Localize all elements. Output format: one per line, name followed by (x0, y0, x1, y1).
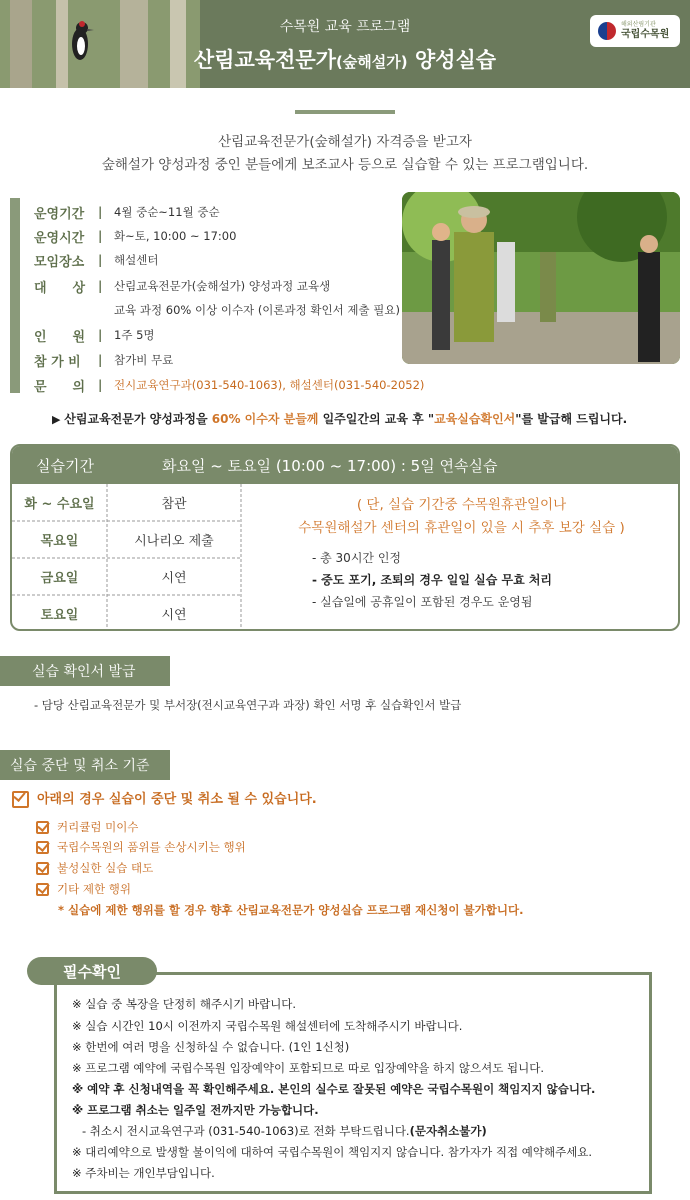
intro-line-2: 숲해설가 양성과정 중인 분들에게 보조교사 등으로 실습할 수 있는 프로그램입니다. (101, 157, 589, 173)
info-row: 참 가 비 | 참가비 무료 (34, 353, 174, 370)
confirm-section-title: 실습 확인서 발급 (0, 656, 170, 686)
intro-line-1: 산림교육전문가(숲해설가) 자격증을 받고자 (218, 134, 472, 150)
required-line: ※ 한번에 여러 명을 신청하실 수 없습니다. (1인 1신청) (72, 1040, 350, 1054)
required-line: ※ 예약 후 신청내역을 꼭 확인해주세요. 본인의 실수로 잘못된 예약은 국립수목원이 책임지지 않습니다. (72, 1082, 596, 1096)
schedule-day: 금요일 (40, 571, 79, 586)
certificate-notice: ▶ 산림교육전문가 양성과정을 60% 이수자 분들께 일주일간의 교육 후 "교육실습확인서"를 발급해 드립니다. (52, 412, 628, 426)
schedule-note: ( 단, 실습 기간중 수목원휴관일이나 수목원해설가 센터의 휴관일이 있을 시 추후 보강 실습 ) (298, 497, 625, 536)
required-line: ※ 실습 시간인 10시 이전까지 국립수목원 해설센터에 도착해주시기 바랍니다. (72, 1019, 463, 1033)
schedule-day: 화 ~ 수요일 (24, 497, 95, 512)
info-row: 모임장소 | 해설센터 (34, 253, 159, 270)
schedule-task: 시연 (161, 571, 187, 586)
required-line: ※ 실습 중 복장을 단정히 해주시기 바랍니다. (72, 997, 297, 1011)
required-line: - 취소시 전시교육연구과 (031-540-1063)로 전화 부탁드립니다.(문자취소불가) (82, 1124, 487, 1138)
info-row: 운영기간 | 4월 중순~11월 중순 (34, 205, 220, 222)
cancel-warning: * 실습에 제한 행위를 할 경우 향후 산림교육전문가 양성실습 프로그램 재신청이 불가합니다. (58, 903, 524, 917)
info-row: 운영시간 | 화~토, 10:00 ~ 17:00 (34, 229, 237, 246)
arboretum-logo[interactable]: 해외산림기관 국립수목원 (590, 15, 680, 47)
schedule-task: 참관 (161, 497, 187, 512)
divider-bar (295, 110, 395, 114)
page-title: 산림교육전문가(숲해설가) 양성실습 (193, 48, 497, 72)
schedule-day: 목요일 (40, 534, 79, 549)
cancel-lead: 아래의 경우 실습이 중단 및 취소 될 수 있습니다. (12, 788, 317, 808)
program-photo (402, 192, 680, 364)
required-line: ※ 대리예약으로 발생할 불이익에 대하여 국립수목원이 책임지지 않습니다. 참가자가 직접 예약해주세요. (72, 1145, 593, 1159)
checkbox-icon (36, 862, 49, 875)
schedule-table (10, 444, 680, 631)
info-row: 교육 과정 60% 이상 이수자 (이론과정 확인서 제출 필요) (114, 303, 400, 317)
info-row: 인 원 | 1주 5명 (34, 328, 155, 345)
schedule-header: 실습기간 화요일 ~ 토요일 (10:00 ~ 17:00) : 5일 연속실습 (12, 446, 678, 484)
header-subtitle: 수목원 교육 프로그램 (279, 19, 411, 35)
cancel-item: 기타 제한 행위 (36, 881, 131, 897)
schedule-list-item: - 실습일에 공휴일이 포함된 경우도 운영됨 (312, 595, 533, 609)
schedule-task: 시나리오 제출 (134, 534, 214, 549)
required-line: ※ 프로그램 취소는 일주일 전까지만 가능합니다. (72, 1103, 319, 1117)
checkbox-icon (12, 791, 29, 808)
confirm-text: - 담당 산림교육전문가 및 부서장(전시교육연구과 과장) 확인 서명 후 실습확인서 발급 (34, 698, 462, 712)
required-line: ※ 프로그램 예약에 국립수목원 입장예약이 포함되므로 따로 입장예약을 하지 않으셔도 됩니다. (72, 1061, 544, 1075)
page-header (0, 0, 690, 88)
schedule-task: 시연 (161, 608, 187, 623)
taegeuk-icon (598, 22, 616, 40)
triangle-icon: ▶ (52, 413, 65, 426)
cancel-section-title: 실습 중단 및 취소 기준 (0, 750, 170, 780)
cancel-item: 국립수목원의 품위를 손상시키는 행위 (36, 839, 246, 855)
required-title: 필수확인 (27, 957, 157, 985)
schedule-day: 토요일 (40, 608, 79, 623)
checkbox-icon (36, 841, 49, 854)
schedule-list-item: - 중도 포기, 조퇴의 경우 일일 실습 무효 처리 (312, 573, 553, 587)
checkbox-icon (36, 883, 49, 896)
info-row: 대 상 | 산림교육전문가(숲해설가) 양성과정 교육생 (34, 279, 331, 296)
cancel-item: 불성실한 실습 태도 (36, 860, 153, 876)
info-accent-bar (10, 198, 20, 393)
schedule-list-item: - 총 30시간 인정 (312, 551, 402, 565)
checkbox-icon (36, 821, 49, 834)
cancel-item: 커리큘럼 미이수 (36, 819, 138, 835)
required-line: ※ 주차비는 개인부담입니다. (72, 1166, 215, 1180)
contact-row: 문 의 | 전시교육연구과(031-540-1063), 해설센터(031-540-2052) (34, 378, 425, 395)
